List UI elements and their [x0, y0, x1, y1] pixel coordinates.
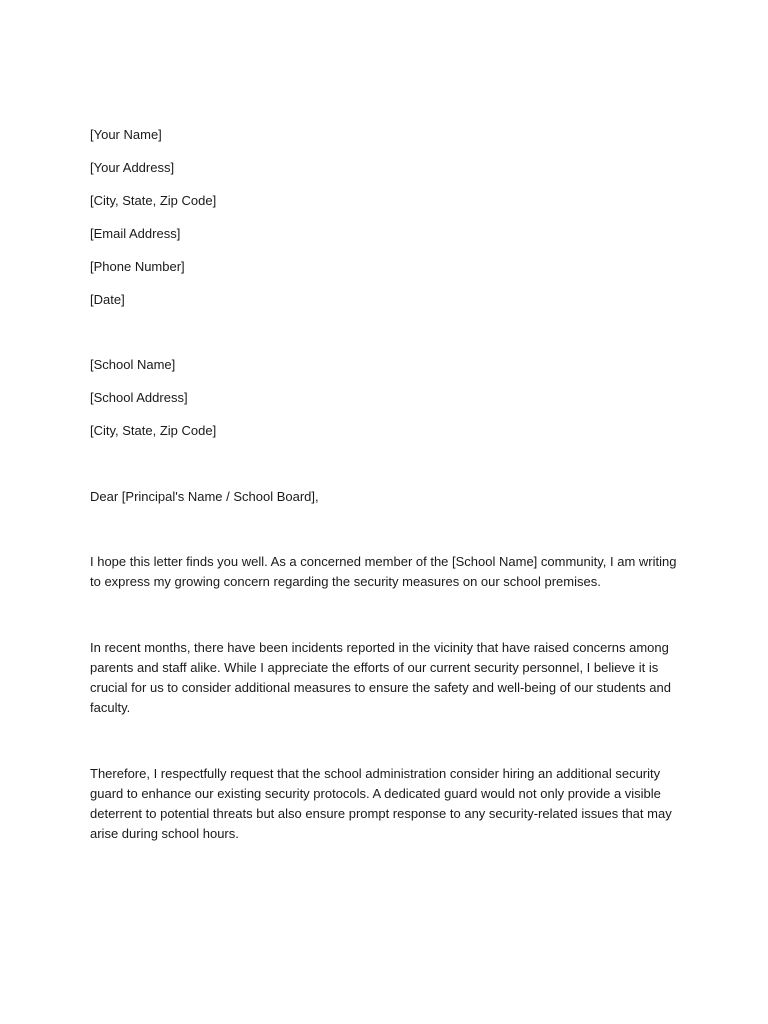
paragraph-line: In recent months, there have been incidents reported in the vicinity that have raised concerns among — [90, 640, 669, 655]
paragraph-line: arise during school hours. — [90, 826, 239, 841]
paragraph-line: guard to enhance our existing security protocols. A dedicated guard would not only provide a visible — [90, 786, 661, 801]
paragraph-line: deterrent to potential threats but also ensure prompt response to any security-related issues that may — [90, 806, 672, 821]
sender-phone: [Phone Number] — [90, 259, 185, 274]
paragraph-3 — [90, 764, 680, 844]
paragraph-line: crucial for us to consider additional measures to ensure the safety and well-being of our students and — [90, 680, 672, 695]
salutation: Dear [Principal's Name / School Board], — [90, 489, 319, 504]
paragraph-line: faculty. — [90, 700, 131, 715]
paragraph-1 — [90, 552, 680, 592]
letter-date: [Date] — [90, 292, 125, 307]
sender-city-state-zip: [City, State, Zip Code] — [90, 193, 217, 208]
sender-name: [Your Name] — [90, 127, 162, 142]
paragraph-line: to express my growing concern regarding the security measures on our school premises. — [90, 574, 601, 589]
sender-email: [Email Address] — [90, 226, 181, 241]
paragraph-2 — [90, 638, 680, 718]
recipient-school-address: [School Address] — [90, 390, 188, 405]
sender-address: [Your Address] — [90, 160, 175, 175]
paragraph-line: I hope this letter finds you well. As a concerned member of the [School Name] community, I am writing — [90, 554, 677, 569]
paragraph-line: Therefore, I respectfully request that the school administration consider hiring an additional security — [90, 766, 661, 781]
recipient-city-state-zip: [City, State, Zip Code] — [90, 423, 217, 438]
paragraph-line: parents and staff alike. While I appreciate the efforts of our current security personnel, I believe it is — [90, 660, 659, 675]
recipient-school-name: [School Name] — [90, 357, 176, 372]
